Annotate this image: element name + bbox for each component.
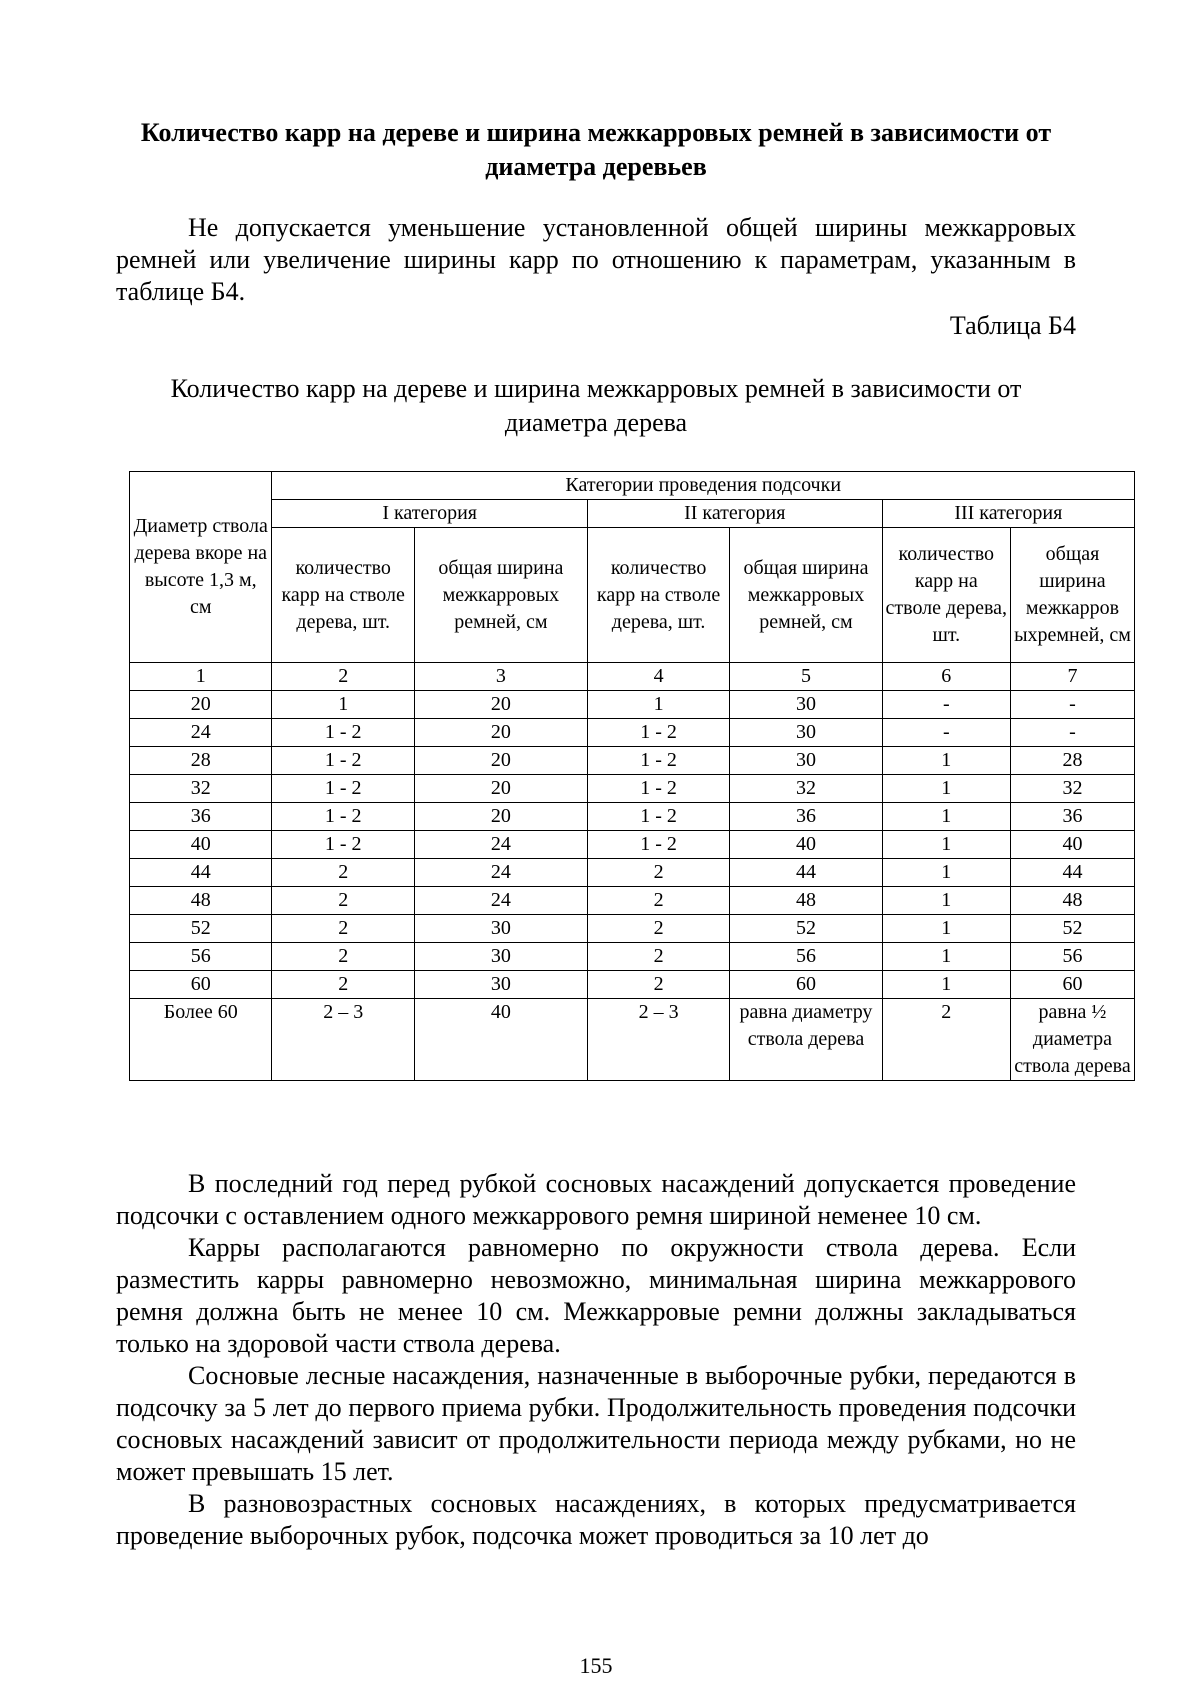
header-category-2: II категория <box>587 500 882 528</box>
table-cell: 60 <box>130 971 272 999</box>
table-cell: 1 - 2 <box>587 719 729 747</box>
table-cell: 1 <box>882 887 1010 915</box>
table-cell: 60 <box>1010 971 1134 999</box>
table-cell: 28 <box>130 747 272 775</box>
table-cell: 1 - 2 <box>587 831 729 859</box>
table-cell: 32 <box>730 775 882 803</box>
table-cell: - <box>882 691 1010 719</box>
table-cell: 60 <box>730 971 882 999</box>
table-cell: - <box>1010 719 1134 747</box>
table-cell: - <box>882 719 1010 747</box>
table-cell: 36 <box>1010 803 1134 831</box>
header-cat1-width: общая ширина межкарровых ремней, см <box>414 528 587 663</box>
table-cell: 40 <box>1010 831 1134 859</box>
table-cell: 52 <box>1010 915 1134 943</box>
body-paragraph: Сосновые лесные насаждения, назначенные в выборочные рубки, передаются в подсочку за 5 лет до первого приема рубки. Продолжительность проведения подсочки сосновых насаждений зависит от продолжительности периода между рубками, но не может превышать 15 лет. <box>116 1361 1076 1486</box>
table-cell: 1 - 2 <box>272 803 414 831</box>
body-paragraph: В последний год перед рубкой сосновых насаждений допускается проведение подсочки с оставлением одного межкаррового ремня шириной неменее 10 см. <box>116 1169 1076 1230</box>
table-cell: 32 <box>130 775 272 803</box>
header-categories: Категории проведения подсочки <box>272 472 1135 500</box>
table-cell: 52 <box>730 915 882 943</box>
table-cell: 44 <box>730 859 882 887</box>
column-number: 6 <box>882 663 1010 691</box>
column-numbers-row <box>130 663 1135 691</box>
header-category-1: I категория <box>272 500 587 528</box>
table-cell: 40 <box>130 831 272 859</box>
table-cell: 44 <box>1010 859 1134 887</box>
table-row <box>130 747 1135 775</box>
header-diameter: Диаметр ствола дерева вкоре на высоте 1,3 м, см <box>130 472 272 663</box>
table-cell: 56 <box>730 943 882 971</box>
table-cell: 30 <box>414 943 587 971</box>
table-cell: 40 <box>414 999 587 1081</box>
header-category-3: III категория <box>882 500 1134 528</box>
table-cell: 24 <box>414 831 587 859</box>
table-cell: 2 <box>272 859 414 887</box>
body-paragraph: В разновозрастных сосновых насаждениях, в которых предусматривается проведение выборочных рубок, подсочка может проводиться за 10 лет до <box>116 1489 1076 1550</box>
table-cell: 2 <box>587 859 729 887</box>
table-cell: 30 <box>730 747 882 775</box>
table-cell: 30 <box>414 971 587 999</box>
table-row <box>130 999 1135 1081</box>
table-cell: 2 <box>272 943 414 971</box>
column-number: 5 <box>730 663 882 691</box>
header-cat2-width: общая ширина межкарровых ремней, см <box>730 528 882 663</box>
table-cell: 40 <box>730 831 882 859</box>
table-cell: 2 – 3 <box>272 999 414 1081</box>
table-cell: 2 <box>587 915 729 943</box>
table-cell: 1 <box>587 691 729 719</box>
table-caption: Количество карр на дереве и ширина межкарровых ремней в зависимости от диаметра дерева <box>170 374 1022 437</box>
table-label: Таблица Б4 <box>949 311 1076 340</box>
table-cell: 2 – 3 <box>587 999 729 1081</box>
table-cell: 32 <box>1010 775 1134 803</box>
data-table <box>129 471 1135 1081</box>
table-cell: 1 - 2 <box>272 775 414 803</box>
body-paragraph: Карры располагаются равномерно по окружности ствола дерева. Если разместить карры равномерно невозможно, минимальная ширина межкаррового ремня должна быть не менее 10 см. Межкарровые ремни должны закладываться только на здоровой части ствола дерева. <box>116 1233 1076 1358</box>
section-heading: Количество карр на дереве и ширина межкарровых ремней в зависимости от диаметра деревьев <box>140 118 1052 181</box>
table-cell: 44 <box>130 859 272 887</box>
table-cell: 30 <box>730 719 882 747</box>
column-number: 4 <box>587 663 729 691</box>
column-number: 3 <box>414 663 587 691</box>
table-cell: 2 <box>882 999 1010 1081</box>
table-row <box>130 691 1135 719</box>
table-cell: 48 <box>1010 887 1134 915</box>
table-cell: 2 <box>587 943 729 971</box>
table-row <box>130 859 1135 887</box>
table-row <box>130 775 1135 803</box>
table-cell: 1 <box>272 691 414 719</box>
table-cell: 2 <box>272 971 414 999</box>
table-cell: 1 - 2 <box>272 831 414 859</box>
table-cell: равна ½ диаметра ствола дерева <box>1010 999 1134 1081</box>
table-row <box>130 887 1135 915</box>
table-cell: 24 <box>414 887 587 915</box>
table-cell: 20 <box>130 691 272 719</box>
table-row <box>130 943 1135 971</box>
header-cat2-count: количество карр на стволе дерева, шт. <box>587 528 729 663</box>
table-row <box>130 803 1135 831</box>
table-cell: Более 60 <box>130 999 272 1081</box>
table-cell: 36 <box>130 803 272 831</box>
table-row <box>130 719 1135 747</box>
table-cell: равна диаметру ствола дерева <box>730 999 882 1081</box>
table-cell: 1 <box>882 831 1010 859</box>
table-cell: 36 <box>730 803 882 831</box>
table-cell: 1 <box>882 859 1010 887</box>
table-cell: 24 <box>130 719 272 747</box>
table-cell: 1 <box>882 803 1010 831</box>
table-cell: 20 <box>414 803 587 831</box>
table-cell: 1 - 2 <box>587 803 729 831</box>
table-cell: 20 <box>414 775 587 803</box>
table-cell: 28 <box>1010 747 1134 775</box>
table-cell: 1 <box>882 971 1010 999</box>
table-cell: 30 <box>414 915 587 943</box>
table-cell: 30 <box>730 691 882 719</box>
header-cat3-width: общая ширина межкарров ыхремней, см <box>1010 528 1134 663</box>
table-cell: 2 <box>587 887 729 915</box>
column-number: 2 <box>272 663 414 691</box>
header-cat1-count: количество карр на стволе дерева, шт. <box>272 528 414 663</box>
column-number: 1 <box>130 663 272 691</box>
table-cell: - <box>1010 691 1134 719</box>
table-cell: 20 <box>414 719 587 747</box>
table-cell: 2 <box>272 887 414 915</box>
table-cell: 24 <box>414 859 587 887</box>
table-row <box>130 915 1135 943</box>
page-number: 155 <box>579 1653 613 1678</box>
table-cell: 20 <box>414 747 587 775</box>
table-row <box>130 971 1135 999</box>
header-cat3-count: количество карр на стволе дерева, шт. <box>882 528 1010 663</box>
table-cell: 48 <box>130 887 272 915</box>
table-cell: 1 - 2 <box>587 775 729 803</box>
table-cell: 1 <box>882 915 1010 943</box>
table-cell: 56 <box>1010 943 1134 971</box>
table-cell: 1 - 2 <box>272 747 414 775</box>
table-cell: 1 - 2 <box>587 747 729 775</box>
table-cell: 2 <box>272 915 414 943</box>
table-row <box>130 831 1135 859</box>
table-cell: 20 <box>414 691 587 719</box>
table-cell: 48 <box>730 887 882 915</box>
table-cell: 1 <box>882 747 1010 775</box>
column-number: 7 <box>1010 663 1134 691</box>
table-cell: 2 <box>587 971 729 999</box>
table-cell: 1 <box>882 775 1010 803</box>
table-cell: 52 <box>130 915 272 943</box>
body-text <box>116 1168 1076 1552</box>
table-cell: 1 - 2 <box>272 719 414 747</box>
intro-paragraph: Не допускается уменьшение установленной общей ширины межкарровых ремней или увеличение ширины карр по отношению к параметрам, указанным в таблице Б4. <box>116 213 1076 306</box>
table-cell: 56 <box>130 943 272 971</box>
table-cell: 1 <box>882 943 1010 971</box>
